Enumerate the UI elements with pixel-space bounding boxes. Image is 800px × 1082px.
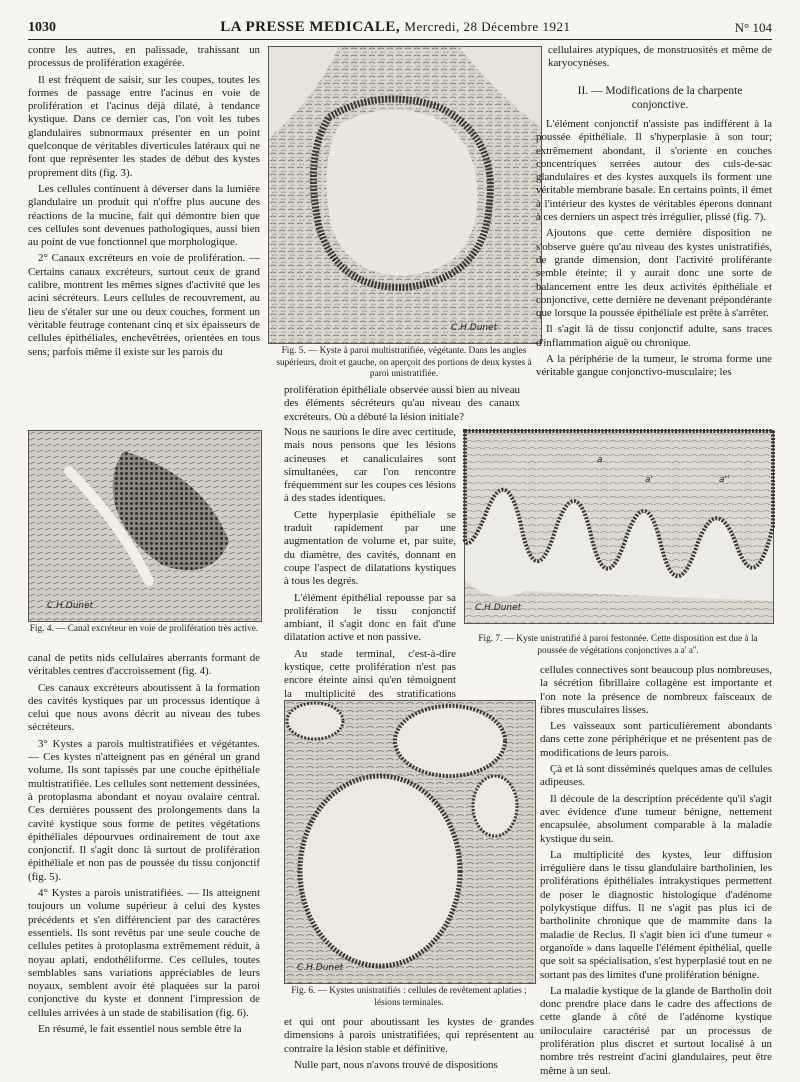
fig6-micrograph	[285, 701, 535, 983]
paragraph: prolifération épithéliale observée aussi bien au niveau des éléments sécréteurs qu'au niveau des canaux excréteurs. Où a débuté la lésion initiale?	[284, 384, 520, 423]
fig7-micrograph	[465, 431, 773, 623]
paragraph: cellules connectives sont beaucoup plus nombreuses, la sécrétion fibrillaire collagène est importante et l'on note la présence de nombreux faisceaux de fibres musculaires lisses.	[540, 664, 772, 716]
fig7-label-a-double-prime: a''	[719, 475, 730, 485]
figure-4-caption: Fig. 4. — Canal excréteur en voie de prolifération très active.	[29, 624, 259, 634]
middle-column-text-b	[284, 426, 456, 700]
paragraph: et qui ont pour aboutissant les kystes de grandes dimensions à parois unistratifiées, qui représentent au contraire la lésion stable et définitive.	[284, 1016, 534, 1055]
paragraph: La multiplicité des kystes, leur diffusion irrégulière dans le tissu glandulaire bartholinien, les proliférations épithéliales intrakystiques permettent de poser le diagnostic histologique d'adénome polykystique diffus. Il ne s'agit pas plus ici de bartholinite chronique que de mammite dans la maladie de Reclus. Il s'agit bien ici d'une tumeur « organoïde » dans laquelle l'élément épithélial, quelle que soit sa spécialisation, s'est hyperplasié tout en ne sortant pas des limites d'une prolifération bénigne.	[540, 848, 772, 981]
paragraph: contre les autres, en palissade, trahissant un processus de prolifération exagérée.	[28, 44, 260, 70]
issue-date: Mercredi, 28 Décembre 1921	[404, 19, 571, 34]
fig7-label-a: a	[597, 455, 603, 465]
paragraph: La maladie kystique de la glande de Bartholin doit donc prendre place dans le cadre des affections de cette glande à côté de l'adénome kystique uniloculaire caractérisé par un processus de prolifération plus discret et surtout localisé à un nombre très restreint d'acini glandulaires, peut être même à un seul.	[540, 984, 772, 1077]
figure-6-caption: Fig. 6. — Kystes unistratifiés : cellules de revêtement aplaties ; lésions terminales.	[291, 986, 527, 1008]
fig5-signature: C.H.Dunet	[451, 323, 498, 333]
figure-7-caption: Fig. 7. — Kyste unistratifié à paroi festonnée. Cette disposition est due à la poussée de végétations conjonctives a a' a''.	[478, 634, 758, 656]
paragraph: A la périphérie de la tumeur, le stroma forme une véritable gangue conjonctivo-musculaire; les	[536, 353, 772, 379]
paragraph: L'élément épithélial repousse par sa prolifération le tissu conjonctif ambiant, il s'agit donc en fait d'une dilatation active et non passive.	[284, 591, 456, 644]
paragraph: Les vaisseaux sont particulièrement abondants dans cette zone périphérique et ne présentent pas de modifications de leurs parois.	[540, 720, 772, 759]
paragraph: Il est fréquent de saisir, sur les coupes, toutes les formes de passage entre l'acinus en voie de prolifération et l'acinus déjà dilaté, à tendance kystique. Dans ce dernier cas, l'on voit les tubes glandulaires subnormaux présenter en un point quelconque de véritables diverticules latéraux qui ne font que représenter les stades de début des kystes proprement dits (fig. 3).	[28, 73, 260, 179]
paragraph: Nous ne saurions le dire avec certitude, mais nous pensons que les lésions acineuses et canaliculaires sont simultanées, car l'on rencontre fréquemment sur les coupes ces lésions à des stades identiques.	[284, 426, 456, 505]
left-column-bottom-text	[28, 652, 260, 1068]
paragraph: Çà et là sont disséminés quelques amas de cellules adipeuses.	[540, 763, 772, 789]
paragraph: Les cellules continuent à déverser dans la lumière glandulaire un produit qui n'offre plus aucune des réactions de la mucine, fait qui démontre bien que ces cellules sont devenues pathologiques, aussi bien au point de vue fonctionnel que morphologique.	[28, 182, 260, 249]
figure-5-caption: Fig. 5. — Kyste à paroi multistratifiée, végétante. Dans les angles supérieurs, droit et gauche, on aperçoit des portions de deux kystes à paroi unistratifiée.	[276, 346, 532, 379]
paragraph: Il découle de la description précédente qu'il s'agit avec évidence d'une tumeur bénigne, nettement encapsulée, absolument comparable à la maladie kystique du sein.	[540, 792, 772, 845]
right-column-top-text	[548, 44, 772, 74]
fig6-signature: C.H.Dunet	[297, 963, 344, 973]
paragraph: 3° Kystes a parois multistratifiées et végétantes. — Ces kystes n'atteignent pas en général un grand volume. Ils sont tapissés par une couche épithéliale multistratifiée. Les cellules sont nettement dessinées, à protoplasma abondant et noyau ovalaire central. Ces dernières poussent des prolongements dans la cavité kystique sous forme de petites végétations épithéliales dépourvues ordinairement de tout axe conjonctif. Il s'agit donc là surtout de prolifération épithéliale et non pas de poussée du tissu conjonctif (fig. 5).	[28, 737, 260, 883]
fig7-label-a-prime: a'	[645, 475, 653, 485]
paragraph: Nulle part, nous n'avons trouvé de dispositions	[294, 1058, 498, 1071]
paragraph: Ajoutons que cette dernière disposition ne s'observe guère qu'au niveau des kystes unistratifiés, de grande dimension, dont l'activité proliférante semble éteinte; il y aurait donc une sorte de balancement entre les deux activités épithéliale et conjonctive, cette dernière ne devenant prépondérante que lorsque la poussée épithéliale est prête à s'arrêter.	[536, 227, 772, 320]
section-heading: II. — Modifications de la charpente conjonctive.	[577, 85, 743, 111]
paragraph: 4° Kystes a parois unistratifiées. — Ils atteignent toujours un volume supérieur à celui des kystes précédents et s'en différencient par des caractères essentiels. Ils sont revêtus par une seule couche de cellules petites à protoplasma extrêmement réduit, à noyau aplati, endothéliforme. Ces cellules, toutes semblables sans variations appréciables de leurs noyaux, semblent avoir été plaquées sur la paroi conjonctive du kyste et donnent l'impression de cellules arrivées à un stade de stabilisation (fig. 6).	[28, 887, 260, 1019]
right-column-middle-text	[536, 118, 772, 422]
paragraph: 2° Canaux excréteurs en voie de prolifération. — Certains canaux excréteurs, surtout ceux de grand calibre, montrent les mêmes signes d'activité que les acini sécréteurs. Leurs cellules de recouvrement, au lieu de s'étaler sur une ou deux couches, forment un véritable feutrage contenant cinq et six épaisseurs de cellules épithéliales, enchevêtrées, orientées en tous sens; parfois même il existe sur les parois du	[28, 252, 260, 358]
paragraph: canal de petits nids cellulaires aberrants formant de véritables centres d'accroissement (fig. 4).	[28, 652, 260, 678]
figure-6-image	[284, 700, 536, 984]
middle-column-text-c	[284, 1016, 534, 1071]
paragraph: Cette hyperplasie épithéliale se traduit rapidement par une augmentation de volume et, par suite, du diamètre, des cavités, donnant en coupe l'aspect de dilatations kystiques à tous les degrés.	[284, 508, 456, 588]
paragraph: L'élément conjonctif n'assiste pas indifférent à la poussée épithéliale. Il s'hyperplasie à son tour; extrêmement abondant, il s'oriente en couches concentriques serrées autour des culs-de-sac glandulaires et des kystes auxquels ils forment une véritable membrane basale. En certains points, il émet à l'intérieur des kystes de véritables éperons donnant à ces derniers un aspect très irrégulier, plissé (fig. 7).	[536, 118, 772, 224]
issue-number: N° 104	[734, 20, 772, 35]
journal-masthead	[220, 19, 570, 36]
figure-7-image	[464, 430, 774, 624]
paragraph: En résumé, le fait essentiel nous semble être la	[38, 1023, 242, 1036]
journal-title: LA PRESSE MEDICALE,	[220, 19, 401, 35]
fig5-micrograph	[269, 47, 541, 343]
figure-5-image	[268, 46, 542, 344]
middle-column-text-a	[284, 384, 520, 424]
fig7-signature: C.H.Dunet	[475, 603, 522, 613]
paragraph: Ces canaux excréteurs aboutissent à la formation des cavités kystiques par un processus identique à celui que nous avons décrit au niveau des tubes sécréteurs.	[28, 681, 260, 734]
paragraph: cellulaires atypiques, de monstruosités et même de karyocynèses.	[548, 44, 772, 70]
left-column-top-text	[28, 44, 260, 426]
fig4-micrograph	[29, 431, 261, 621]
paragraph: Il s'agit là de tissu conjonctif adulte, sans traces d'inflammation aiguë ou chronique.	[536, 323, 772, 349]
page-number: 1030	[28, 20, 56, 35]
page-header	[28, 10, 772, 40]
fig4-signature: C.H.Dunet	[47, 601, 94, 611]
right-column-bottom-text	[540, 664, 772, 1077]
figure-4-image	[28, 430, 262, 622]
paragraph: Au stade terminal, c'est-à-dire kystique, cette prolifération n'est pas encore éteinte ainsi qu'en témoignent la multiplicité des stratifications	[284, 647, 456, 700]
